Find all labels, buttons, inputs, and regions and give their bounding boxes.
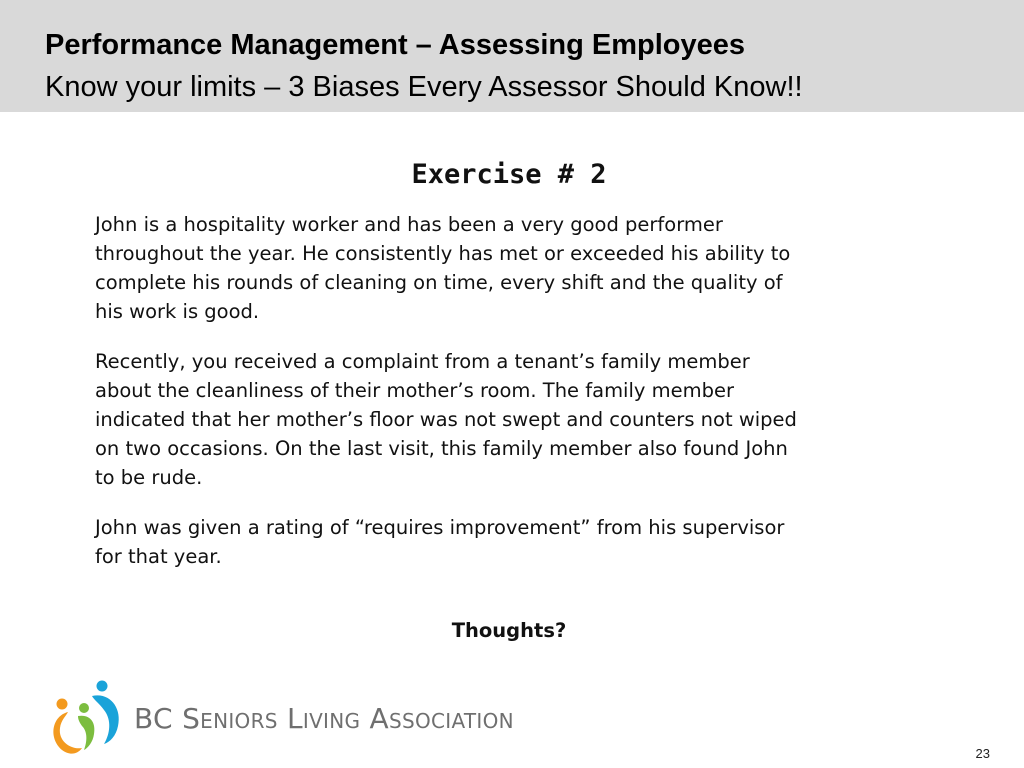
paragraph-1: John is a hospitality worker and has been a very good performer throughout the year. He consistently has met or exceeded his ability to complete his rounds of cleaning on time, every shift and the quality of his work is good. [95,213,791,323]
page-number: 23 [975,746,990,761]
exercise-body [95,210,930,592]
header-band [0,0,1024,112]
logo-text: BC Seniors Living Association [134,702,514,735]
slide-title: Performance Management – Assessing Employees [45,29,746,61]
paragraph-3: John was given a rating of “requires improvement” from his supervisor for that year. [95,516,785,568]
figures-circle-logo-icon [48,678,126,760]
thoughts-prompt: Thoughts? [451,619,567,642]
exercise-heading: Exercise # 2 [411,159,607,190]
bcsla-logo [48,678,528,760]
slide-subtitle: Know your limits – 3 Biases Every Assessor Should Know!! [45,71,803,103]
paragraph-2: Recently, you received a complaint from a tenant’s family member about the cleanliness of their mother’s room. The family member indicated that her mother’s floor was not swept and counters not wiped on two occasions. On the last visit, this family member also found John to be rude. [95,350,797,489]
